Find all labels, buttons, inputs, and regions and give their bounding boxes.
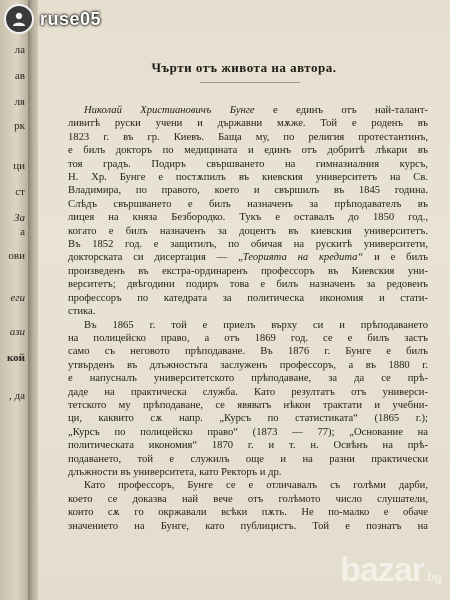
text-line <box>68 265 428 278</box>
text-line <box>68 479 428 492</box>
text-line <box>68 520 428 533</box>
left-page-fragment: ази <box>9 326 25 338</box>
text-run: което се доказва най вече отъ голѣмото число слушатели, <box>68 493 428 505</box>
text-run: „Курсъ по полицейско право“ (1873 — 77); „Основание на <box>68 426 428 438</box>
text-run: лицея на княза Безбородко. Тукъ е оставалъ до 1850 год., <box>68 212 428 224</box>
seller-watermark <box>4 4 101 34</box>
text-run: тоя градъ. Подиръ свършването на гимназиалния курсъ, <box>68 158 428 170</box>
text-run: само съ неговото прѣподаване. Въ 1876 г. Бунге е билъ <box>68 346 428 358</box>
text-run: Николай Христиановичъ Бунге <box>84 105 255 116</box>
text-run: е напусналъ университетското прѣподаване, за да се прѣ- <box>68 373 428 385</box>
left-page-fragment: а <box>20 226 25 238</box>
text-run: длъжности въ университета, като Ректоръ и др. <box>68 466 282 478</box>
left-page-fragment: За <box>14 212 25 224</box>
body-text <box>68 104 428 533</box>
left-page-fragment: ав <box>14 70 25 82</box>
text-line <box>68 117 428 130</box>
text-line <box>68 158 428 171</box>
text-line <box>68 345 428 358</box>
text-run: „Теорията на кредита“ <box>238 252 364 264</box>
text-run: е единъ отъ най-талант- <box>254 105 428 116</box>
site-watermark <box>340 551 442 590</box>
text-line <box>68 372 428 385</box>
left-page-fragment: ля <box>14 96 25 108</box>
text-line <box>68 278 428 291</box>
text-line <box>68 184 428 197</box>
left-page-fragment: ци <box>13 160 25 172</box>
chapter-heading: Чърти отъ живота на автора. <box>151 60 337 75</box>
left-page-fragment: ла <box>14 44 25 56</box>
text-run: на полицейско право, а отъ 1869 год. се е билъ застъ <box>68 332 428 344</box>
text-line <box>68 104 428 117</box>
heading-underline <box>200 82 300 83</box>
text-run: Въ 1865 г. той е приелъ върху си и прѣподаването <box>84 319 428 331</box>
text-line <box>68 144 428 157</box>
text-line <box>68 359 428 372</box>
book-page <box>38 0 450 600</box>
text-line <box>68 198 428 211</box>
text-run: тетското му прѣподаване, се явяватъ нѣкои трактати и учебни- <box>68 399 428 411</box>
left-page-fragment: , да <box>9 390 25 402</box>
text-run: значението на Бунге, като публицистъ. Той е познатъ на <box>68 520 428 532</box>
left-page-fragment: ст <box>15 186 25 198</box>
text-run: когато е билъ назначенъ за доцентъ въ киевския университетъ. <box>68 225 428 237</box>
text-run: политическата икономия“ 1870 г. и т. н. Освѣнъ на прѣ- <box>68 440 428 452</box>
left-page-fragment: рк <box>14 120 25 132</box>
text-run: Н. Хр. Бунге е постѫпилъ въ киевския университетъ на Св. <box>68 172 428 184</box>
text-run: е билъ докторъ по медицината и единъ отъ добритѣ лѣкари въ <box>68 145 428 157</box>
text-line <box>68 493 428 506</box>
text-line <box>68 211 428 224</box>
left-page-edge <box>0 0 28 600</box>
text-line <box>68 251 428 264</box>
seller-name: ruse05 <box>40 8 102 29</box>
text-run: даде на практическа служба. Като резултатъ отъ универси- <box>68 386 428 398</box>
text-run: 1823 г. въ гр. Киевъ. Баща му, по религия протестантинъ, <box>68 131 428 143</box>
text-line <box>68 386 428 399</box>
text-line <box>68 131 428 144</box>
text-run: профессоръ по катедрата за политическа икономия и стати- <box>68 292 428 304</box>
site-watermark-text: bazar <box>340 551 424 589</box>
left-page-fragment: еги <box>10 292 25 304</box>
text-line <box>68 412 428 425</box>
text-line <box>68 319 428 332</box>
seller-logo-icon <box>4 4 34 34</box>
text-run: Слѣдъ свършването е билъ назначенъ за прѣподавателъ въ <box>68 198 428 210</box>
text-run: Владимира, по правото, което и свършилъ въ 1845 година. <box>68 185 428 197</box>
text-line <box>68 292 428 305</box>
text-line <box>68 453 428 466</box>
text-run: които сѫ го окржавали всѣки пѫть. Не по-малко е обаче <box>68 507 428 519</box>
text-line <box>68 506 428 519</box>
text-run: докторската си дисертация — <box>68 252 239 264</box>
text-run: ливитѣ руски учени и държавни мѫже. Той е роденъ въ <box>68 118 428 130</box>
text-line <box>68 305 428 318</box>
text-line <box>68 171 428 184</box>
text-run: ци, каквито сѫ напр. „Курсъ по статистиката“ (1865 г.); <box>68 413 428 425</box>
text-run: подаването, той е служилъ още и на разни практически <box>68 453 428 465</box>
left-page-fragment: кой <box>6 352 25 364</box>
text-line <box>68 466 428 479</box>
text-line <box>68 238 428 251</box>
site-watermark-suffix: .bg <box>424 570 442 584</box>
book-spine <box>28 0 38 600</box>
text-line <box>68 332 428 345</box>
text-line <box>68 426 428 439</box>
text-run: и е билъ <box>363 252 428 264</box>
text-run: стика. <box>68 306 96 318</box>
text-run: утвърденъ въ длъжностьта заслуженъ профессоръ, а въ 1880 г. <box>68 359 428 371</box>
text-run: верситетъ; двѣгодини подиръ това е билъ назначенъ за редовенъ <box>68 279 428 291</box>
left-page-fragment: ови <box>8 250 25 262</box>
text-run: Като профессоръ, Бунге се е отличавалъ съ голѣми дарби, <box>84 480 428 492</box>
text-line <box>68 225 428 238</box>
text-line <box>68 439 428 452</box>
text-run: произведенъ въ екстра-ординаренъ профессоръ въ Киевския уни- <box>68 265 428 277</box>
text-line <box>68 399 428 412</box>
text-run: Въ 1852 год. е защитилъ, по обичая на рускитѣ университети, <box>68 239 428 251</box>
